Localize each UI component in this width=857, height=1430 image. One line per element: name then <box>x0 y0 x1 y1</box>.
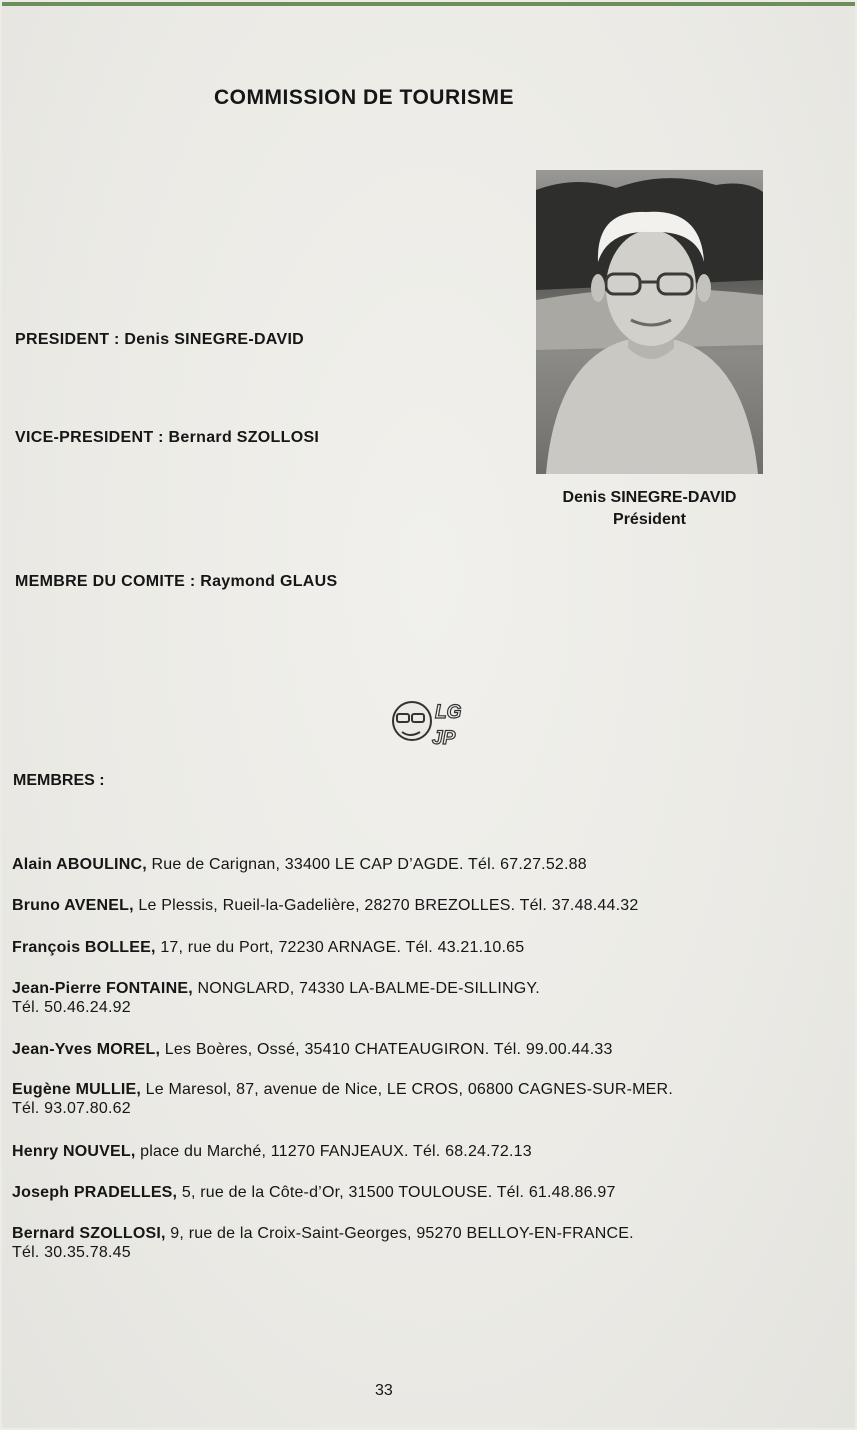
caption-name: Denis SINEGRE-DAVID <box>562 489 737 506</box>
member-entry: Henry NOUVEL, place du Marché, 11270 FANJEAUX. Tél. 68.24.72.13 <box>12 1143 532 1160</box>
vice-president-line: VICE-PRESIDENT : Bernard SZOLLOSI <box>15 429 320 446</box>
lgjp-watermark <box>390 690 474 752</box>
member-entry: Bruno AVENEL, Le Plessis, Rueil-la-Gadelière, 28270 BREZOLLES. Tél. 37.48.44.32 <box>12 897 639 914</box>
caption-role: Président <box>613 511 686 528</box>
page-number: 33 <box>375 1382 393 1399</box>
member-entry: Joseph PRADELLES, 5, rue de la Côte-d’Or, 31500 TOULOUSE. Tél. 61.48.86.97 <box>12 1184 616 1201</box>
stamp-line-1: LG <box>435 702 462 723</box>
document-page <box>2 2 855 1428</box>
member-entry: Eugène MULLIE, Le Maresol, 87, avenue de Nice, LE CROS, 06800 CAGNES-SUR-MER. Tél. 93.07.80.62 <box>12 1081 673 1117</box>
member-entry: Jean-Pierre FONTAINE, NONGLARD, 74330 LA-BALME-DE-SILLINGY. Tél. 50.46.24.92 <box>12 980 540 1016</box>
members-heading: MEMBRES : <box>13 772 105 789</box>
president-photo <box>536 170 763 474</box>
page-title: COMMISSION DE TOURISME <box>214 86 514 109</box>
committee-member-line: MEMBRE DU COMITE : Raymond GLAUS <box>15 573 338 590</box>
member-entry: Jean-Yves MOREL, Les Boères, Ossé, 35410 CHATEAUGIRON. Tél. 99.00.44.33 <box>12 1041 613 1058</box>
member-entry: Alain ABOULINC, Rue de Carignan, 33400 LE CAP D’AGDE. Tél. 67.27.52.88 <box>12 856 587 873</box>
member-entry: François BOLLEE, 17, rue du Port, 72230 ARNAGE. Tél. 43.21.10.65 <box>12 939 525 956</box>
member-entry: Bernard SZOLLOSI, 9, rue de la Croix-Saint-Georges, 95270 BELLOY-EN-FRANCE. Tél. 30.35.78.45 <box>12 1225 634 1261</box>
stamp-line-2: JP <box>432 728 456 749</box>
photo-caption <box>522 487 777 531</box>
president-line: PRESIDENT : Denis SINEGRE-DAVID <box>15 331 305 348</box>
